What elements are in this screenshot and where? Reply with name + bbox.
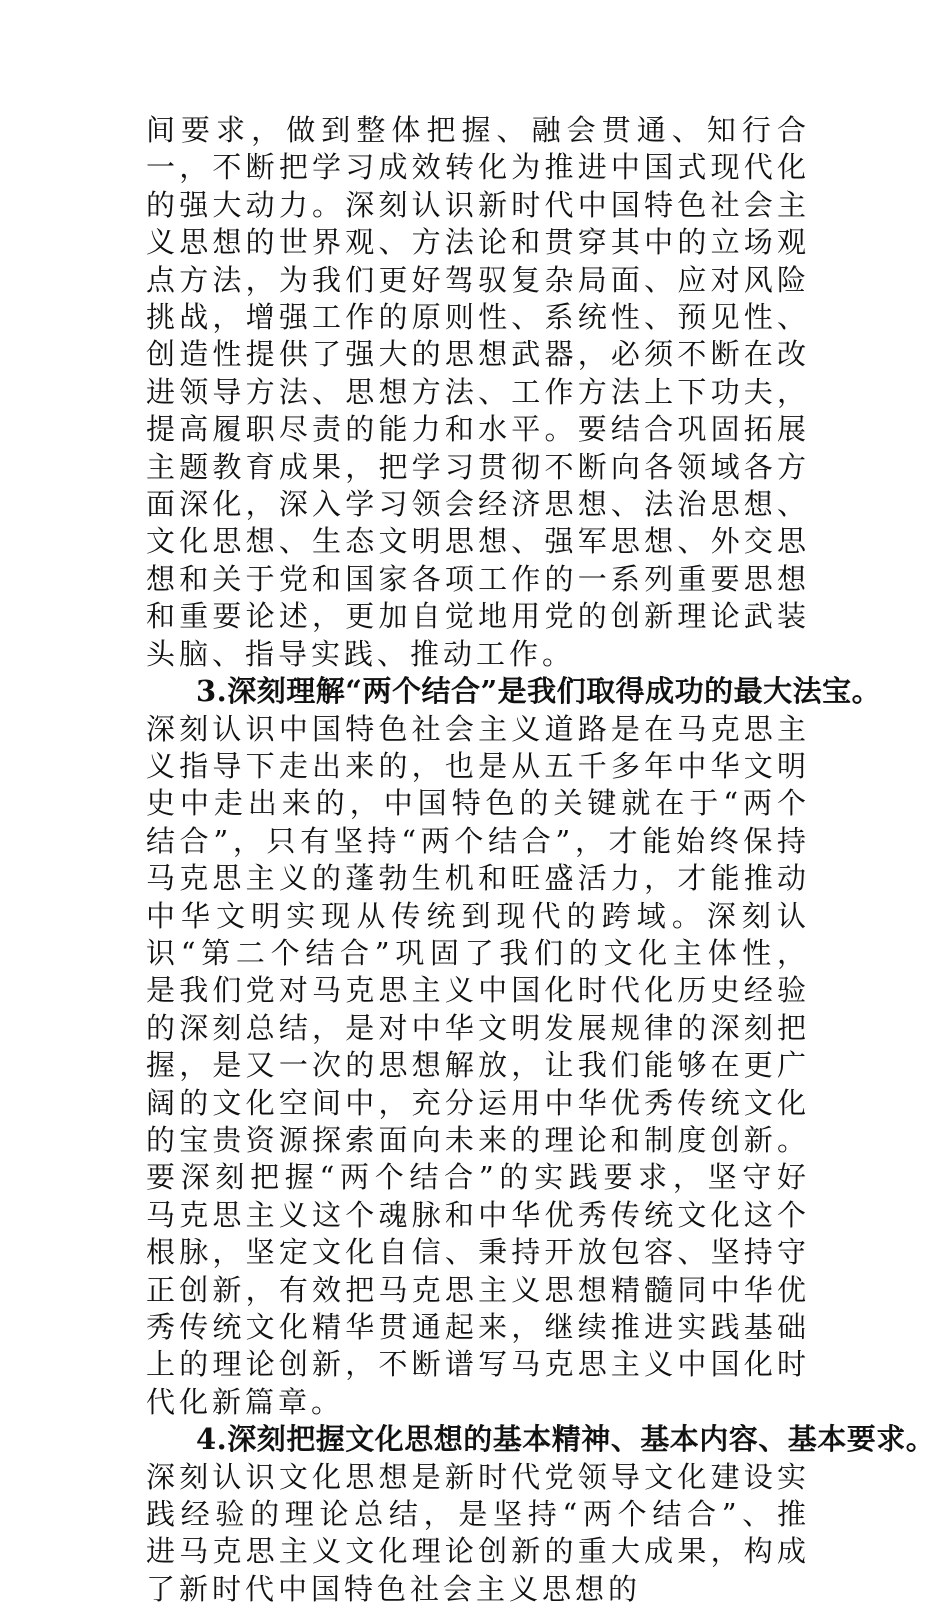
section-heading-3: 3.深刻理解“两个结合”是我们取得成功的最大法宝。	[196, 674, 882, 709]
body-paragraph-1: 间要求，做到整体把握、融会贯通、知行合一，不断把学习成效转化为推进中国式现代化的强大动力。深刻认识新时代中国特色社会主义思想的世界观、方法论和贯穿其中的立场观点方法，为我们更好驾驭复杂局面、应对风险挑战，增强工作的原则性、系统性、预见性、创造性提供了强大的思想武器，必须不断在改进领导方法、思想方法、工作方法上下功夫，提高履职尽责的能力和水平。要结合巩固拓展主题教育成果，把学习贯彻不断向各领域各方面深化，深入学习领会经济思想、法治思想、文化思想、生态文明思想、强军思想、外交思想和关于党和国家各项工作的一系列重要思想和重要论述，更加自觉地用党的创新理论武装头脑、指导实践、推动工作。	[146, 113, 810, 671]
document-body	[146, 112, 936, 1608]
body-paragraph-2: 深刻认识中国特色社会主义道路是在马克思主义指导下走出来的，也是从五千多年中华文明史中走出来的，中国特色的关键就在于“两个结合”，只有坚持“两个结合”，才能始终保持马克思主义的蓬勃生机和旺盛活力，才能推动中华文明实现从传统到现代的跨域。深刻认识“第二个结合”巩固了我们的文化主体性，是我们党对马克思主义中国化时代化历史经验的深刻总结，是对中华文明发展规律的深刻把握，是又一次的思想解放，让我们能够在更广阔的文化空间中，充分运用中华优秀传统文化的宝贵资源探索面向未来的理论和制度创新。要深刻把握“两个结合”的实践要求，坚守好马克思主义这个魂脉和中华优秀传统文化这个根脉，坚定文化自信、秉持开放包容、坚持守正创新，有效把马克思主义思想精髓同中华优秀传统文化精华贯通起来，继续推进实践基础上的理论创新，不断谱写马克思主义中国化时代化新篇章。	[146, 711, 810, 1419]
body-paragraph-3: 深刻认识文化思想是新时代党领导文化建设实践经验的理论总结，是坚持“两个结合”、推进马克思主义文化理论创新的重大成果，构成了新时代中国特色社会主义思想的	[146, 1459, 810, 1606]
section-heading-4: 4.深刻把握文化思想的基本精神、基本内容、基本要求。	[196, 1422, 936, 1457]
